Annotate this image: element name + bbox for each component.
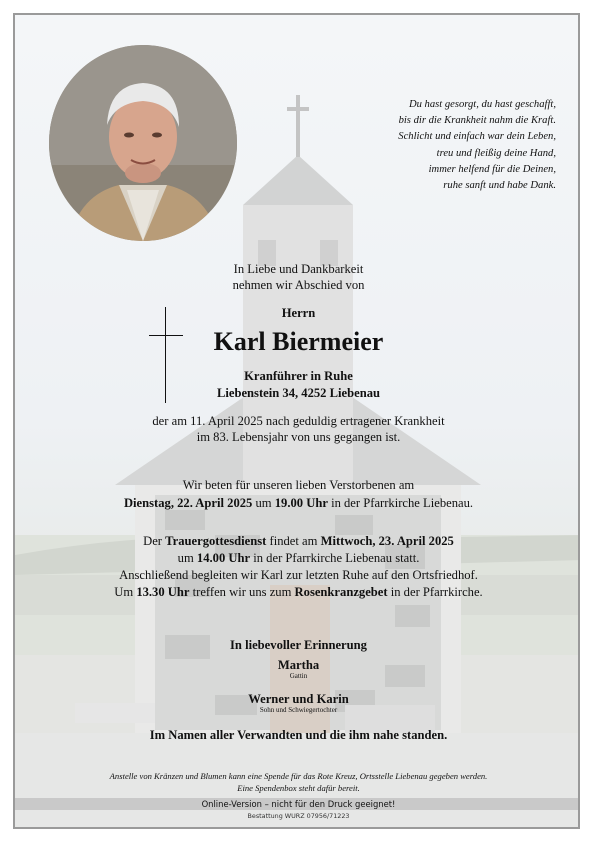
service-text: treffen wir uns zum [189,585,295,599]
rosary-title: Rosenkranzgebet [294,585,388,599]
service-text: um [177,551,197,565]
memorial-poem [296,97,556,194]
service-text: findet am [266,534,321,548]
service-text: in der Pfarrkirche. [387,585,483,599]
service-text: Der [143,534,166,548]
memory-heading: In liebevoller Erinnerung [230,638,367,652]
service-text: in der Pfarrkirche Liebenau statt. [250,551,420,565]
obituary-card [13,13,580,829]
prayer-text: um [252,496,275,510]
service-line-4 [15,584,580,600]
service-title: Trauergottesdienst [165,534,267,548]
service-text: Um [114,585,137,599]
poem-line: treu und fleißig deine Hand, [436,147,556,159]
online-version-banner: Online-Version – nicht für den Druck geeignet! [15,798,580,810]
relatives-line: Im Namen aller Verwandten und die ihm nahe standen. [149,728,448,742]
intro-line-1: In Liebe und Dankbarkeit [233,262,364,276]
prayer-line-1: Wir beten für unseren lieben Verstorbenen am [182,478,415,492]
rosary-time: 13.30 Uhr [136,585,190,599]
service-time: 14.00 Uhr [196,551,251,565]
portrait-photo [49,45,237,241]
donation-note-1: Anstelle von Kränzen und Blumen kann eine Spende für das Rote Kreuz, Ortsstelle Liebenau gegeben werden. [109,771,488,781]
salutation: Herrn [281,306,316,320]
service-date: Mittwoch, 23. April 2025 [320,534,454,548]
mourner-relation: Sohn und Schwiegertochter [259,706,338,714]
prayer-text: in der Pfarrkirche Liebenau. [327,496,474,510]
mourner-name: Martha [277,658,320,672]
donation-note-2: Eine Spendenbox steht dafür bereit. [237,783,360,793]
intro-line-2: nehmen wir Abschied von [232,278,365,292]
prayer-date: Dienstag, 22. April 2025 [123,496,253,510]
service-line-2 [15,550,580,566]
mourner-relation: Gattin [289,672,308,680]
death-line-2: im 83. Lebensjahr von uns gegangen ist. [196,430,401,444]
poem-line: ruhe sanft und habe Dank. [443,180,556,192]
poem-line: bis dir die Krankheit nahm die Kraft. [398,115,556,127]
poem-line: Schlicht und einfach war dein Leben, [398,131,556,143]
poem-line: Du hast gesorgt, du hast geschafft, [408,99,556,110]
service-line-1 [15,533,580,549]
death-line-1: der am 11. April 2025 nach geduldig ertragener Krankheit [152,414,445,428]
funeral-home-footer: Bestattung WURZ 07956/71223 [247,812,350,820]
prayer-line-2 [15,495,580,511]
occupation: Kranführer in Ruhe [244,369,353,383]
prayer-time: 19.00 Uhr [274,496,328,510]
poem-line: immer helfend für die Deinen, [428,163,556,175]
deceased-name: Karl Biermeier [213,327,384,356]
service-line-3: Anschließend begleiten wir Karl zur letzten Ruhe auf den Ortsfriedhof. [119,568,478,582]
address: Liebenstein 34, 4252 Liebenau [216,386,381,400]
mourner-name: Werner und Karin [248,692,349,706]
